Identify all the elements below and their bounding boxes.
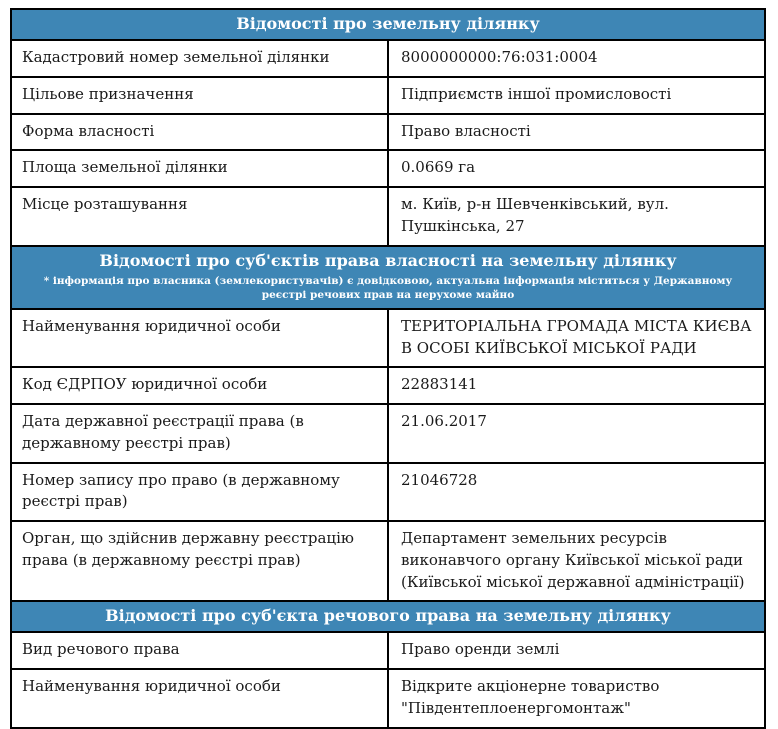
row-label: Номер запису про право (в державному реєстрі прав): [11, 463, 388, 522]
row-value-ownership-form: Право власності: [388, 114, 765, 151]
table-row: [11, 40, 765, 77]
row-value-purpose: Підприємств іншої промисловості: [388, 77, 765, 114]
row-label: Орган, що здійснив державну реєстрацію права (в державному реєстрі прав): [11, 521, 388, 601]
section-header-ownership-subjects: [11, 246, 765, 309]
row-value-registration-authority: Департамент земельних ресурсів виконавчого органу Київської міської ради (Київської міської державної адміністрації): [388, 521, 765, 601]
section-header-row-property-right-subject: [11, 601, 765, 632]
row-label: Найменування юридичної особи: [11, 669, 388, 728]
table-row: [11, 463, 765, 522]
table-row: [11, 187, 765, 246]
section-header-row-land-parcel: [11, 9, 765, 40]
table-row: [11, 309, 765, 368]
row-label: Кадастровий номер земельної ділянки: [11, 40, 388, 77]
row-label: Форма власності: [11, 114, 388, 151]
table-row: [11, 114, 765, 151]
section-header-land-parcel: [11, 9, 765, 40]
section-title: Відомості про земельну ділянку: [236, 14, 540, 33]
table-row: [11, 367, 765, 404]
table-row: [11, 404, 765, 463]
section-header-row-ownership-subjects: [11, 246, 765, 309]
row-label: Дата державної реєстрації права (в державному реєстрі прав): [11, 404, 388, 463]
section-title: Відомості про суб'єктів права власності на земельну ділянку: [99, 250, 677, 270]
table-row: [11, 150, 765, 187]
land-parcel-table: [10, 8, 766, 729]
section-header-property-right-subject: [11, 601, 765, 632]
row-label: Код ЄДРПОУ юридичної особи: [11, 367, 388, 404]
row-value-location: м. Київ, р-н Шевченківський, вул. Пушкінська, 27: [388, 187, 765, 246]
row-value-cadastral-number: 8000000000:76:031:0004: [388, 40, 765, 77]
row-value-tenant-name: Відкрите акціонерне товариство "Південтеплоенергомонтаж": [388, 669, 765, 728]
table-row: [11, 521, 765, 601]
section-title: Відомості про суб'єкта речового права на земельну ділянку: [105, 606, 671, 626]
row-label: Цільове призначення: [11, 77, 388, 114]
table-row: [11, 632, 765, 669]
table-row: [11, 77, 765, 114]
row-label: Найменування юридичної особи: [11, 309, 388, 368]
row-value-owner-name: ТЕРИТОРІАЛЬНА ГРОМАДА МІСТА КИЄВА В ОСОБІ КИЇВСЬКОЇ МІСЬКОЇ РАДИ: [388, 309, 765, 368]
table-row: [11, 669, 765, 728]
row-label: Площа земельної ділянки: [11, 150, 388, 187]
row-value-registration-date: 21.06.2017: [388, 404, 765, 463]
row-value-area: 0.0669 га: [388, 150, 765, 187]
row-value-record-number: 21046728: [388, 463, 765, 522]
row-value-right-type: Право оренди землі: [388, 632, 765, 669]
row-label: Вид речового права: [11, 632, 388, 669]
row-value-edrpou-code: 22883141: [388, 367, 765, 404]
section-subtitle-disclaimer: * інформація про власника (землекористувачів) є довідковою, актуальна інформація міститься у Державному реєстрі речових прав на нерухоме майно: [43, 274, 733, 302]
row-label: Місце розташування: [11, 187, 388, 246]
